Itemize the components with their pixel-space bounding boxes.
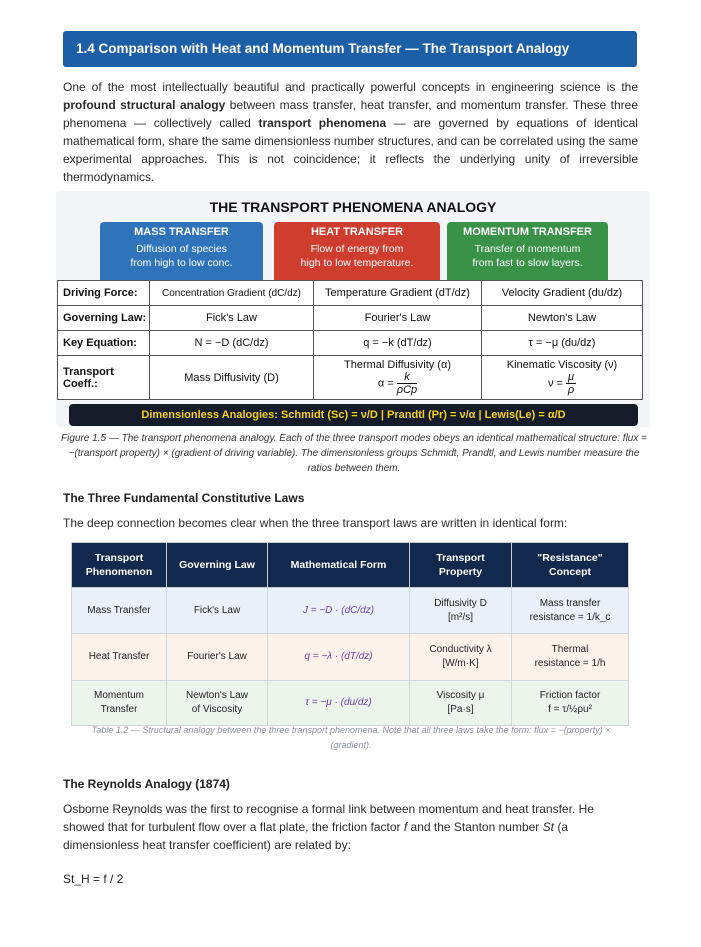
figure-title: THE TRANSPORT PHENOMENA ANALOGY (209, 199, 497, 215)
figure-caption: Figure 1.5 — The transport phenomena analogy. Each of the three transport modes obeys an identical mathematical structure: flux = −(transport property) × (gradient of driving variable). The dimensionless groups Schmidt, Prandtl, and Lewis number measure the ratios between them. (61, 433, 647, 474)
cell-resistance: Mass transfer resistance = 1/k_c (512, 588, 629, 634)
col-header-property: Transport Property (410, 543, 512, 588)
constitutive-laws-table (71, 542, 629, 726)
reynolds-paragraph: Osborne Reynolds was the first to recognise a formal link between momentum and heat transfer. He showed that for turbulent flow over a flat plate, the friction factor f and the Stanton number St (a dimensionless heat transfer coefficient) are related by: (63, 802, 594, 852)
constitutive-laws-intro: The deep connection becomes clear when the three transport laws are written in identical form: (63, 516, 568, 530)
cell-property: Diffusivity D [m²/s] (410, 588, 512, 634)
mass-transfer-box (100, 222, 263, 280)
cell-phenomenon: Momentum Transfer (72, 681, 167, 726)
intro-paragraph: One of the most intellectually beautiful and practically powerful concepts in engineering science is the profound structural analogy between mass transfer, heat transfer, and momentum transfer. These three phenomena — collectively called transport phenomena — are governed by equations of identical mathematical form, share the same dimensionless number structures, and can be correlated using the same experimental approaches. This is not coincidence; it reflects the underlying unity of irreversible thermodynamics. (63, 80, 638, 184)
heat-coeff-formula: α = $\frac{k}{\text{ρCp}}$ (377, 371, 418, 396)
cell-resistance: Thermal resistance = 1/h (512, 634, 629, 681)
heat-transfer-title: HEAT TRANSFER (310, 226, 404, 238)
table-row (58, 281, 643, 306)
cell-resistance: Friction factor f = τ/½ρu² (512, 681, 629, 726)
row-head-governing-law: Governing Law: (58, 306, 150, 331)
table-header-row (72, 543, 629, 588)
cell-property: Conductivity λ [W/m·K] (410, 634, 512, 681)
cell-mom-equation: τ = −μ (du/dz) (482, 331, 643, 356)
cell-heat-law: Fourier's Law (314, 306, 482, 331)
intro-bold-analogy: profound structural analogy (63, 98, 226, 112)
row-head-transport-coeff: Transport Coeff.: (58, 356, 150, 400)
reynolds-equation: St_H = f / 2 (63, 872, 124, 886)
cell-math-form: J = −D · (dC/dz) (268, 588, 410, 634)
cell-mass-coeff: Mass Diffusivity (D) (150, 356, 314, 400)
cell-phenomenon: Mass Transfer (72, 588, 167, 634)
mass-transfer-title: MASS TRANSFER (134, 226, 229, 238)
cell-mass-law: Fick's Law (150, 306, 314, 331)
mass-transfer-desc: Diffusion of species from high to low conc. (130, 243, 233, 269)
momentum-transfer-box (447, 222, 608, 280)
cell-mass-equation: N = −D (dC/dz) (150, 331, 314, 356)
cell-mass-driving: Concentration Gradient (dC/dz) (150, 281, 314, 306)
cell-law: Fick's Law (167, 588, 268, 634)
cell-phenomenon: Heat Transfer (72, 634, 167, 681)
mom-coeff-label: Kinematic Viscosity (ν) (506, 359, 618, 371)
momentum-transfer-title: MOMENTUM TRANSFER (463, 226, 592, 238)
reynolds-analogy-heading: The Reynolds Analogy (1874) (63, 777, 230, 791)
heat-coeff-label: Thermal Diffusivity (α) (343, 359, 451, 371)
cell-heat-driving: Temperature Gradient (dT/dz) (314, 281, 482, 306)
cell-math-form: τ = −μ · (du/dz) (268, 681, 410, 726)
table-row (58, 331, 643, 356)
row-head-key-equation: Key Equation: (58, 331, 150, 356)
section-title: 1.4 Comparison with Heat and Momentum Transfer — The Transport Analogy (63, 31, 637, 67)
col-header-math: Mathematical Form (268, 543, 410, 588)
table-row (58, 306, 643, 331)
constitutive-laws-heading: The Three Fundamental Constitutive Laws (63, 491, 305, 505)
dimensionless-analogies-bar: Dimensionless Analogies: Schmidt (Sc) = ν/D | Prandtl (Pr) = ν/α | Lewis(Le) = α/D (69, 404, 638, 426)
intro-bold-transport: transport phenomena (258, 116, 387, 130)
table-row (58, 356, 643, 400)
mom-coeff-formula: ν = $\frac{\mu}{\rho}$ (547, 371, 575, 396)
col-header-resistance: "Resistance" Concept (512, 543, 629, 588)
cell-law: Fourier's Law (167, 634, 268, 681)
table-row (72, 681, 629, 726)
table-row (72, 588, 629, 634)
table-caption: Table 1.2 — Structural analogy between the three transport phenomena. Note that all three laws take the form: flux = −(property) × (gradient). (91, 725, 611, 750)
cell-law: Newton's Law of Viscosity (167, 681, 268, 726)
cell-property: Viscosity μ [Pa·s] (410, 681, 512, 726)
heat-transfer-box (274, 222, 440, 280)
table-row (72, 634, 629, 681)
cell-mom-driving: Velocity Gradient (du/dz) (482, 281, 643, 306)
cell-heat-coeff (314, 356, 482, 400)
heat-transfer-desc: Flow of energy from high to low temperature. (300, 243, 414, 269)
cell-mom-law: Newton's Law (482, 306, 643, 331)
cell-math-form: q = −λ · (dT/dz) (268, 634, 410, 681)
col-header-phenomenon: Transport Phenomenon (72, 543, 167, 588)
momentum-transfer-desc: Transfer of momentum from fast to slow layers. (472, 243, 583, 269)
cell-mom-coeff (482, 356, 643, 400)
row-head-driving-force: Driving Force: (58, 281, 150, 306)
cell-heat-equation: q = −k (dT/dz) (314, 331, 482, 356)
analogy-comparison-table (57, 280, 643, 400)
col-header-law: Governing Law (167, 543, 268, 588)
